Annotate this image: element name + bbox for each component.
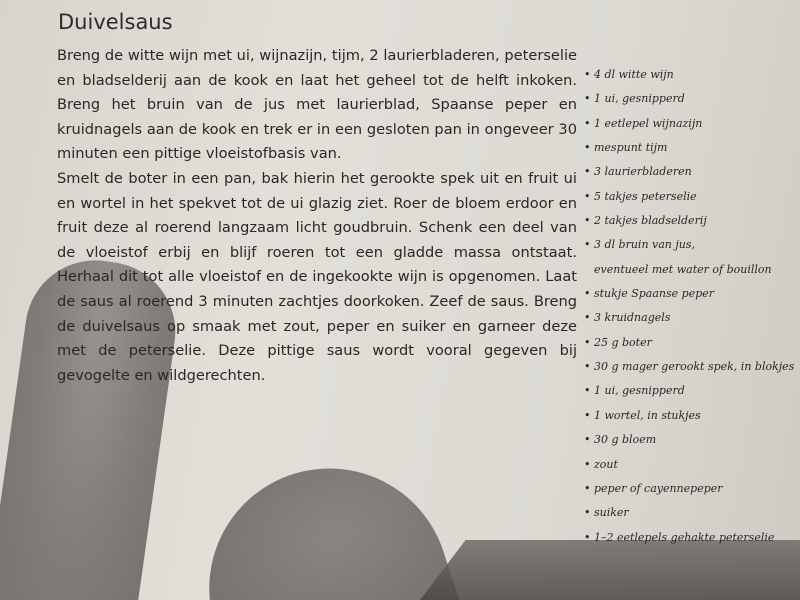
ingredient-item: • peper of cayennepeper [584, 481, 723, 495]
ingredient-item: • 5 takjes peterselie [584, 189, 697, 203]
ingredient-item: • 25 g boter [584, 335, 652, 349]
ingredient-item: • 1–2 eetlepels gehakte peterselie [584, 530, 775, 544]
ingredient-item: • 1 wortel, in stukjes [584, 408, 701, 422]
instructions-paragraph-2: Smelt de boter in een pan, bak hierin het gerookte spek uit en fruit ui en wortel in het spekvet tot de ui glazig ziet. Roer de bloem erdoor en fruit deze al roerend langzaam licht goudbruin. Schenk een deel van de vloeistof erbij en blijf roeren tot een gladde massa ontstaat. Herhaal dit tot alle vloeistof en de ingekookte wijn is opgenomen. Laat de saus al roerend 3 minuten zachtjes doorkoken. Zeef de saus. Breng de duivelsaus op smaak met zout, peper en suiker en garneer deze met de peterselie. Deze pittige saus wordt vooral gegeven bij gevogelte en wildgerechten. [57, 169, 577, 384]
ingredient-item: • mespunt tijm [584, 141, 668, 155]
ingredient-item: • suiker [584, 506, 629, 520]
ingredient-item: • 2 takjes bladselderij [584, 214, 707, 228]
ingredient-item: • 3 laurierbladeren [584, 165, 692, 179]
ingredient-item: • 30 g bloem [584, 433, 657, 447]
ingredient-item: • 3 dl bruin van jus, [584, 238, 696, 252]
ingredient-item-continuation: eventueel met water of bouillon [594, 262, 772, 276]
ingredient-item: • 3 kruidnagels [584, 311, 671, 325]
ingredient-item: • 1 eetlepel wijnazijn [584, 116, 703, 130]
ingredient-item: • zout [584, 457, 618, 471]
ingredient-list [584, 66, 794, 553]
hand-shadow [178, 437, 462, 600]
ingredient-item: • stukje Spaanse peper [584, 287, 715, 301]
ingredient-item: • 1 ui, gesnipperd [584, 384, 685, 398]
recipe-instructions [57, 44, 577, 388]
recipe-title: Duivelsaus [58, 10, 173, 34]
ingredient-item: • 30 g mager gerookt spek, in blokjes [584, 360, 795, 374]
ingredient-item: • 1 ui, gesnipperd [584, 92, 685, 106]
instructions-paragraph-1: Breng de witte wijn met ui, wijnazijn, tijm, 2 laurierbladeren, peterselie en bladselderij aan de kook en laat het geheel tot de helft inkoken. Breng het bruin van de jus met laurierblad, Spaanse peper en kruidnagels aan de kook en trek er in een gesloten pan in ongeveer 30 minuten een pittige vloeistofbasis van. [57, 47, 577, 163]
ingredient-item: • 4 dl witte wijn [584, 68, 674, 81]
